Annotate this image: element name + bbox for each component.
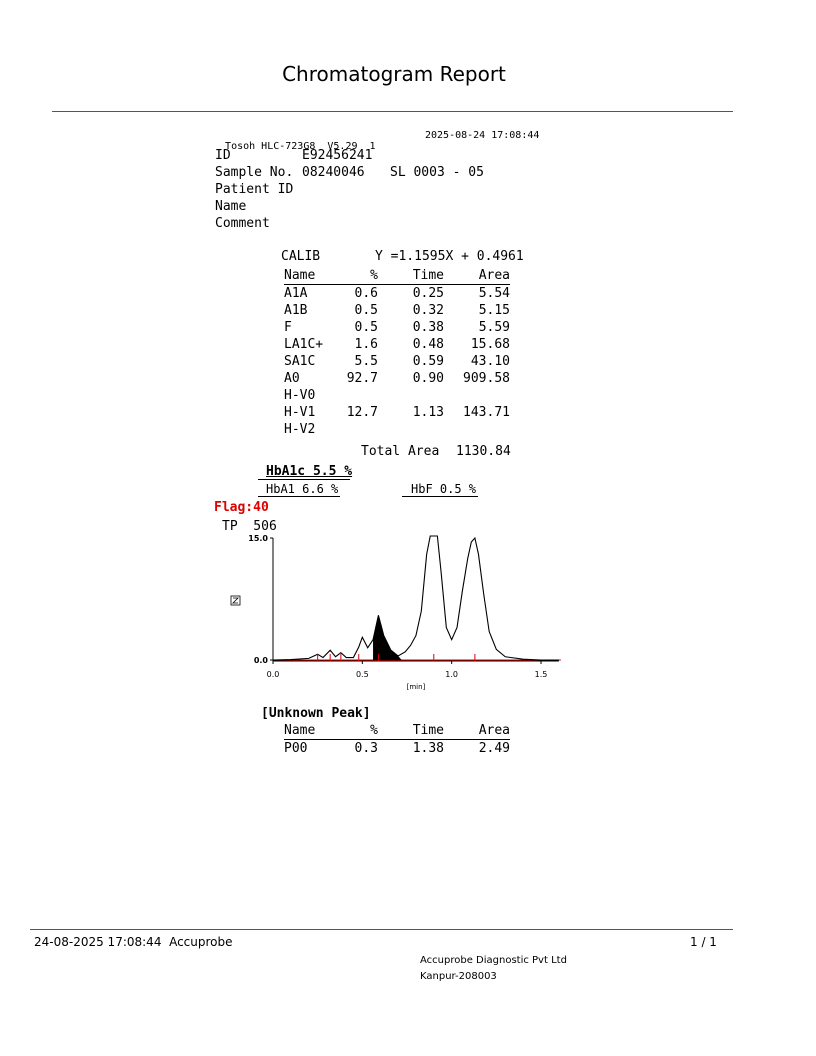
cell-percent [344,387,378,404]
id-label: ID [215,148,231,163]
unknown-peak-row [284,740,510,758]
table-row [284,302,510,319]
cell-time: 0.90 [412,371,444,386]
instrument-name: Tosoh HLC-723G8 V5.29 1 [225,141,376,152]
cell-area [444,421,510,438]
name-label: Name [215,199,247,214]
unknown-peak-table [284,722,510,757]
calib-label: CALIB [281,249,321,264]
table-row [284,336,510,353]
col-time-header: Time [378,267,444,285]
hba1c-divider [258,479,350,480]
cell-name: LA1C+ [284,337,324,352]
page-number: 1 / 1 [690,935,717,949]
col-percent-header: % [344,267,378,285]
y-tick-label: 0.0 [253,656,268,665]
unknown-peak-title: [Unknown Peak] [261,706,371,721]
cell-name: P00 [284,741,308,756]
table-row [284,421,510,438]
cell-name: H-V2 [284,422,316,437]
hbf-result: HbF 0.5 % [411,482,477,496]
col-name-header: Name [284,267,344,285]
cell-time: 0.32 [412,303,444,318]
cell-time: 0.25 [412,286,444,301]
col-area-header: Area [444,267,510,285]
cell-name: A0 [284,371,300,386]
unknown-peak-header [284,722,510,740]
x-axis-label: [min] [406,683,426,691]
print-datetime: 2025-08-24 17:08:44 [425,130,540,141]
total-area-value: 1130.84 [456,444,511,459]
hba1-result: HbA1 6.6 % [266,482,339,496]
unknown-col-name-header: Name [284,722,344,740]
x-tick-label: 1.0 [445,670,459,679]
company-address: Kanpur-208003 [420,971,497,982]
cell-time: 1.13 [412,405,444,420]
cell-area: 5.15 [478,303,510,318]
unknown-col-time-header: Time [378,722,444,740]
sample-label: Sample No. [215,165,294,180]
cell-area: 5.59 [478,320,510,335]
cell-area: 15.68 [470,337,510,352]
y-unit-icon [231,596,240,605]
cell-percent: 92.7 [346,371,378,386]
cell-percent: 0.6 [354,286,378,301]
peak-table [284,267,510,438]
unknown-col-area-header: Area [444,722,510,740]
cell-area: 143.71 [463,405,510,420]
cell-area: 5.54 [478,286,510,301]
filled-peak-area [373,615,402,660]
tp-label: TP 506 [222,519,277,534]
chromatogram-trace [273,536,559,660]
cell-name: H-V1 [284,405,316,420]
cell-area: 2.49 [478,741,510,756]
table-row [284,404,510,421]
peak-table-header [284,267,510,285]
cell-time: 1.38 [412,741,444,756]
company-name: Accuprobe Diagnostic Pvt Ltd [420,955,567,966]
sample-sl: SL 0003 - 05 [390,165,484,180]
table-row [284,370,510,387]
cell-percent: 0.3 [354,741,378,756]
table-row [284,319,510,336]
sample-value: 08240046 [302,165,365,180]
footer-timestamp: 24-08-2025 17:08:44 Accuprobe [34,935,233,949]
cell-percent: 12.7 [346,405,378,420]
cell-time: 0.48 [412,337,444,352]
report-title: Chromatogram Report [282,62,506,86]
calib-equation: Y =1.1595X + 0.4961 [375,249,524,264]
cell-area: 43.10 [470,354,510,369]
cell-time: 0.59 [412,354,444,369]
x-tick-label: 0.0 [266,670,280,679]
cell-time [378,387,444,404]
table-row [284,387,510,404]
x-tick-label: 1.5 [534,670,548,679]
id-value: E92456241 [302,148,373,163]
unknown-col-percent-header: % [344,722,378,740]
cell-name: F [284,320,292,335]
cell-percent: 0.5 [354,320,378,335]
y-tick-label: 15.0 [248,534,268,543]
hbf-underline [402,496,478,497]
total-area-label: Total Area [361,444,440,459]
patient-id-label: Patient ID [215,182,294,197]
x-tick-label: 0.5 [355,670,369,679]
cell-percent: 5.5 [354,354,378,369]
cell-percent: 0.5 [354,303,378,318]
hba1-underline [258,496,340,497]
cell-percent [344,421,378,438]
header-divider [52,111,733,112]
cell-area [444,387,510,404]
cell-name: SA1C [284,354,316,369]
hba1c-result: HbA1c 5.5 % [266,464,353,479]
cell-percent: 1.6 [354,337,378,352]
cell-name: H-V0 [284,388,316,403]
table-row [284,353,510,370]
cell-name: A1B [284,303,308,318]
cell-area: 909.58 [463,371,510,386]
cell-time [378,421,444,438]
comment-label: Comment [215,216,270,231]
flag-label: Flag:40 [214,500,269,515]
footer-divider [30,929,733,930]
cell-name: A1A [284,286,308,301]
cell-time: 0.38 [412,320,444,335]
table-row [284,285,510,303]
